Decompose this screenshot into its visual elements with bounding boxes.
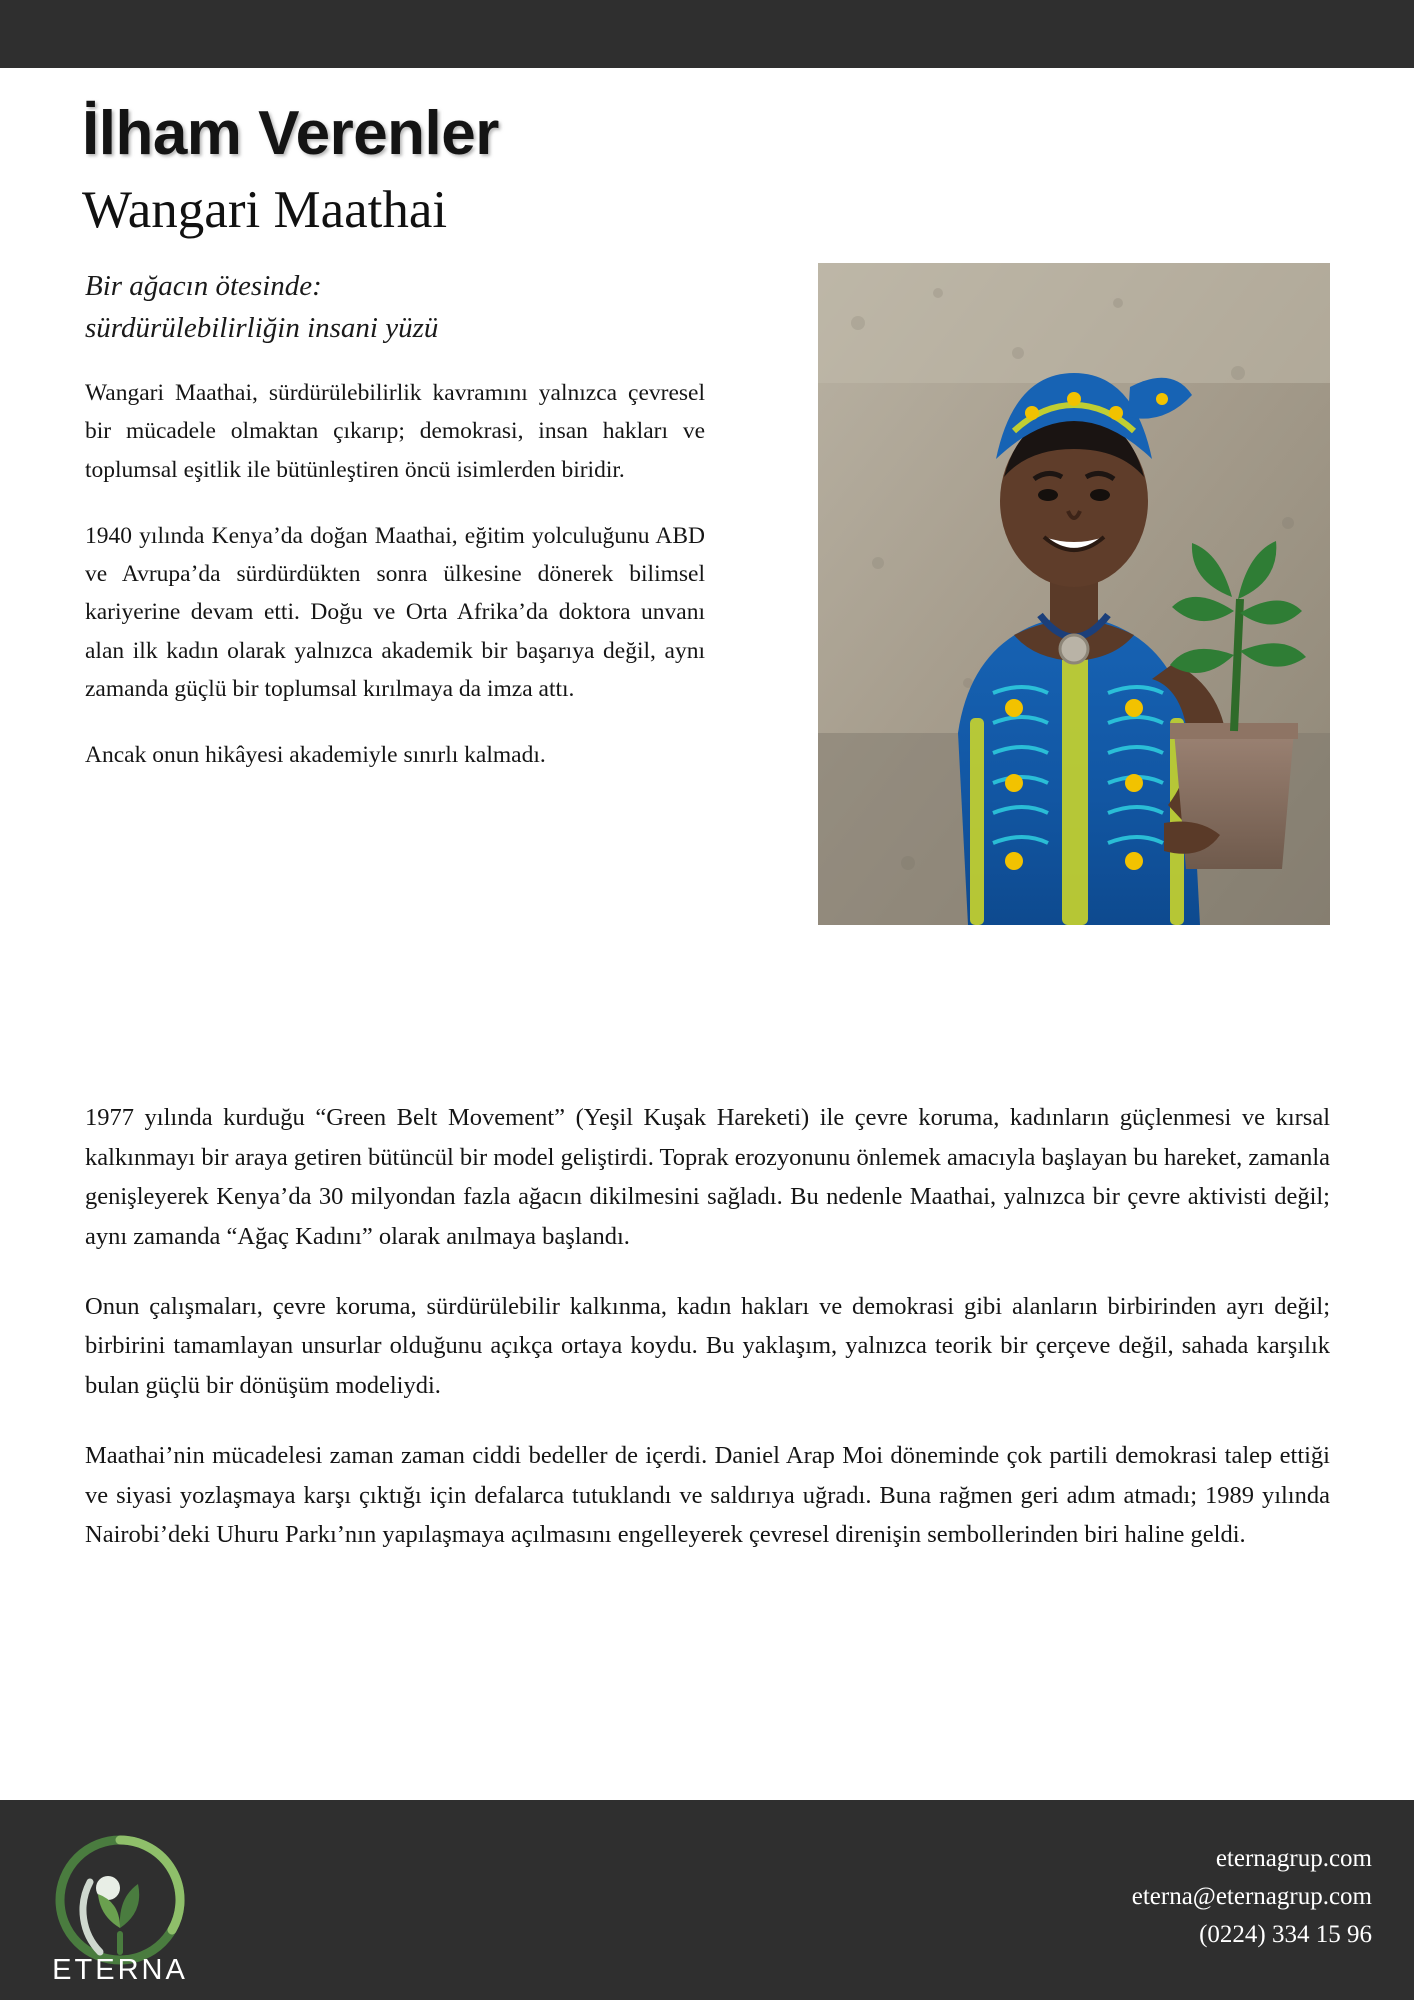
footer-phone[interactable]: (0224) 334 15 96 (1199, 1921, 1372, 1948)
paragraph-body-3: Maathai’nin mücadelesi zaman zaman ciddi bedeller de içerdi. Daniel Arap Moi döneminde çok partili demokrasi talep ettiği ve siyasi yozlaşmaya karşı çıktığı için defalarca tutuklandı ve saldırıya uğradı. Buna rağmen geri adım atmadı; 1989 yılında Nairobi’deki Uhuru Parkı’nın yapılaşmaya açılmasını engelleyerek çevresel direnişin sembollerinden biri haline geldi. (85, 1441, 1330, 1549)
paragraph-intro-1: Wangari Maathai, sürdürülebilirlik kavramını yalnızca çevresel bir mücadele olmaktan çıkarıp; demokrasi, insan hakları ve toplumsal eşitlik ile bütünleştiren öncü isimlerden biridir. (85, 380, 705, 483)
paragraph-intro-3: Ancak onun hikâyesi akademiyle sınırlı kalmadı. (85, 742, 546, 769)
brand-name: ETERNA (52, 1954, 188, 1986)
tagline-line-2: sürdürülebilirliğin insani yüzü (85, 312, 439, 345)
paragraph-body-2: Onun çalışmaları, çevre koruma, sürdürülebilir kalkınma, kadın hakları ve demokrasi gibi alanların birbirinden ayrı değil; birbirini tamamlayan unsurlar olduğunu açıkça ortaya koydu. Bu yaklaşım, yalnızca teorik bir çerçeve değil, sahada karşılık bulan güçlü bir dönüşüm modeliydi. (85, 1292, 1330, 1400)
tagline (85, 265, 645, 349)
footer-email[interactable]: eterna@eternagrup.com (1131, 1883, 1372, 1910)
paragraph-intro-2: 1940 yılında Kenya’da doğan Maathai, eğitim yolculuğunu ABD ve Avrupa’da sürdürdükten sonra ülkesine dönerek bilimsel kariyerine devam etti. Doğu ve Orta Afrika’da doktora unvanı alan ilk kadın olarak yalnızca akademik bir başarıya değil, aynı zamanda güçlü bir toplumsal kırılmaya da imza attı. (85, 522, 705, 703)
paragraph-body-1: 1977 yılında kurduğu “Green Belt Movement” (Yeşil Kuşak Hareketi) ile çevre koruma, kadınların güçlenmesi ve kırsal kalkınmayı bir araya getiren bütüncül bir model geliştirdi. Toprak erozyonunu önlemek amacıyla başlayan bu hareket, zamanla genişleyerek Kenya’da 30 milyondan fazla ağacın dikilmesini sağladı. Bu nedenle Maathai, yalnızca bir çevre aktivisti değil; aynı zamanda “Ağaç Kadını” olarak anılmaya başlandı. (85, 1104, 1330, 1251)
tagline-line-1: Bir ağacın ötesinde: (85, 270, 322, 302)
subject-name: Wangari Maathai (82, 181, 448, 239)
document-content (0, 68, 1414, 1800)
main-body (85, 1098, 1330, 1585)
portrait-illustration (818, 263, 1330, 925)
footer-website[interactable]: eternagrup.com (1215, 1845, 1372, 1872)
top-bar (0, 0, 1414, 68)
page-title: İlham Verenler (82, 99, 499, 168)
footer-contact (1132, 1840, 1372, 1954)
intro-column (85, 374, 705, 803)
portrait-photo (818, 263, 1330, 925)
